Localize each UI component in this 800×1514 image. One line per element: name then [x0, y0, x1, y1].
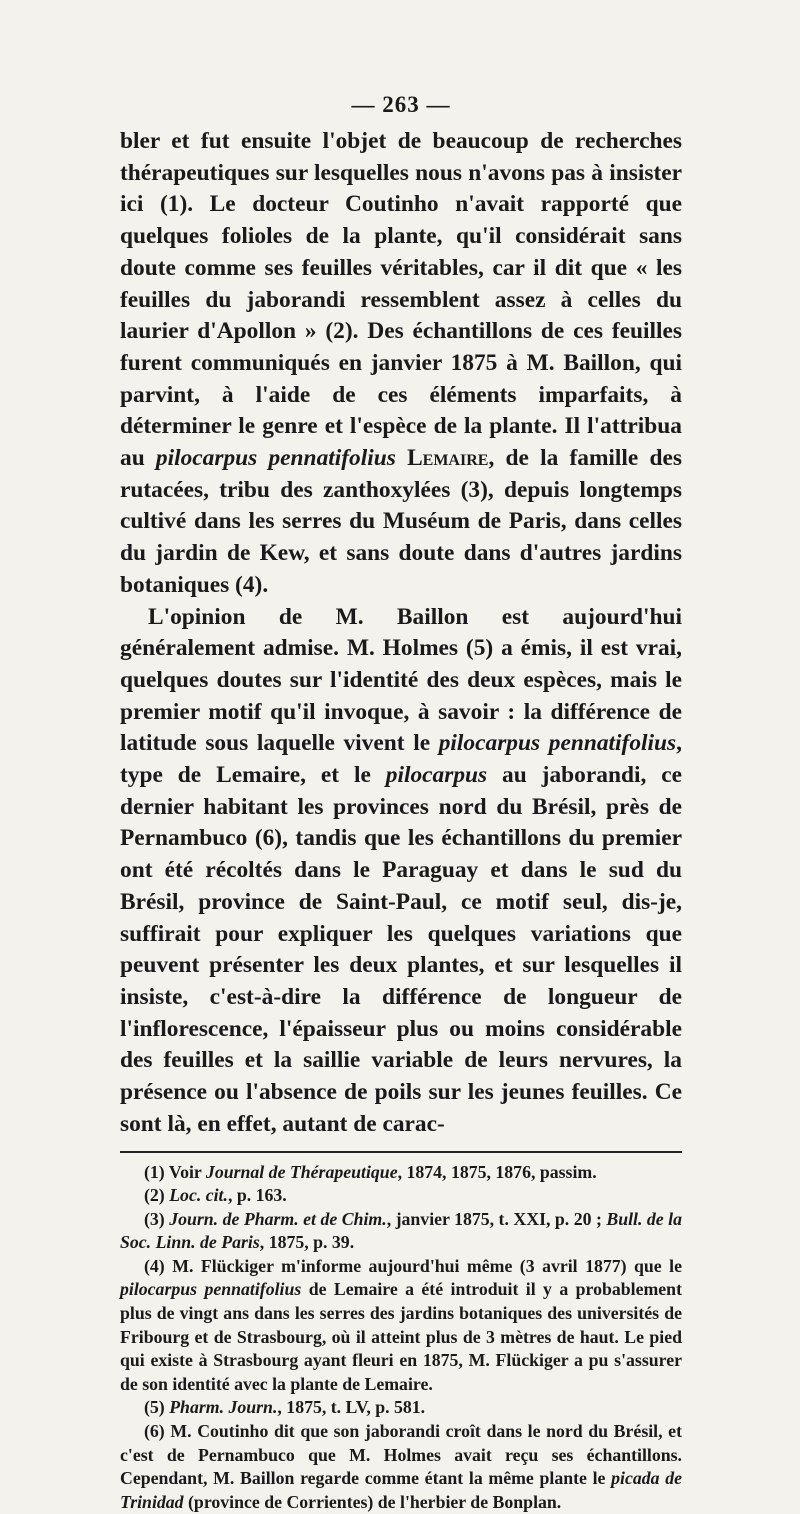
text-run: , 1874, 1875, 1876, passim.	[398, 1162, 597, 1182]
footnote-divider	[120, 1151, 682, 1153]
species-name: pilocarpus pennatifolius	[439, 730, 676, 756]
footnotes	[120, 1161, 682, 1514]
footnote-5	[120, 1396, 682, 1420]
paragraph-2	[120, 602, 682, 1141]
journal-title: Journ. de Pharm. et de Chim.	[169, 1209, 386, 1229]
text-run: de Lemaire a été introduit il y a probablement plus de vingt ans dans les serres des jardins botaniques des universités de Fribourg et de Strasbourg, où il atteint plus de 3 mètres de haut. Le pied qui existe à Strasbourg ayant fleuri en 1875, M. Flückiger a pu s'assurer de son identité avec la plante de Lemaire.	[120, 1279, 682, 1393]
author-name: Lemaire	[407, 445, 488, 471]
main-text	[120, 126, 682, 1141]
species-name: pilocarpus pennatifolius	[156, 445, 396, 471]
text-run: (2)	[144, 1185, 169, 1205]
text-run: (5)	[144, 1397, 169, 1417]
text-run: (4) M. Flückiger m'informe aujourd'hui même (3 avril 1877) que le	[144, 1256, 682, 1276]
text-run: (6) M. Coutinho dit que son jaborandi croît dans le nord du Brésil, et c'est de Pernambuco que M. Holmes avait reçu ses échantillons. Cependant, M. Baillon regarde comme étant la même plante le	[120, 1421, 682, 1488]
footnote-1	[120, 1161, 682, 1185]
text-run: (province de Corrientes) de l'herbier de Bonplan.	[184, 1492, 562, 1512]
paragraph-1	[120, 126, 682, 602]
text-run: , p. 163.	[228, 1185, 287, 1205]
text-run: , 1875, t. LV, p. 581.	[277, 1397, 425, 1417]
text-run: , janvier 1875, t. XXI, p. 20 ;	[387, 1209, 607, 1229]
text-run: , type de Lemaire, et le	[120, 730, 682, 788]
text-run: bler et fut ensuite l'objet de beaucoup de recherches thérapeutiques sur lesquelles nous n'avons pas à insister ici (1). Le docteur Coutinho n'avait rapporté que quelques folioles de la plante, qu'il considérait sans doute comme ses feuilles véritables, car il dit que « les feuilles du jaborandi ressemblent assez à celles du laurier d'Apollon » (2). Des échantillons de ces feuilles furent communiqués en janvier 1875 à M. Baillon, qui parvint, à l'aide de ces éléments imparfaits, à déterminer le genre et l'espèce de la plante. Il l'attribua au	[120, 128, 682, 471]
journal-title: Journal de Thérapeutique	[206, 1162, 398, 1182]
text-run: L'opinion de M. Baillon est aujourd'hui généralement admise. M. Holmes (5) a émis, il est vrai, quelques doutes sur l'identité des deux espèces, mais le premier motif qu'il invoque, à savoir : la différence de latitude sous laquelle vivent le	[120, 604, 682, 757]
footnote-3	[120, 1208, 682, 1255]
footnote-2	[120, 1184, 682, 1208]
footnote-6	[120, 1420, 682, 1514]
species-name: pilocarpus pennatifolius	[120, 1279, 301, 1299]
journal-title: Bull. de la Soc. Linn. de Paris	[120, 1209, 682, 1253]
citation: Loc. cit.	[169, 1185, 228, 1205]
text-run: , 1875, p. 39.	[260, 1232, 354, 1252]
page-number: — 263 —	[120, 92, 682, 118]
genus-name: pilocarpus	[386, 762, 487, 788]
text-run: , de la famille des rutacées, tribu des zanthoxylées (3), depuis longtemps cultivé dans les serres du Muséum de Paris, dans celles du jardin de Kew, et sans doute dans d'autres jardins botaniques (4).	[120, 445, 682, 598]
plant-name: picada de Trinidad	[120, 1468, 682, 1512]
text-run: (1) Voir	[144, 1162, 206, 1182]
text-run: (3)	[144, 1209, 169, 1229]
journal-title: Pharm. Journ.	[169, 1397, 277, 1417]
text-run: au jaborandi, ce dernier habitant les provinces nord du Brésil, près de Pernambuco (6), tandis que les échantillons du premier ont été récoltés dans le Paraguay et dans le sud du Brésil, province de Saint-Paul, ce motif seul, dis-je, suffirait pour expliquer les quelques variations que peuvent présenter les deux plantes, et sur lesquelles il insiste, c'est-à-dire la différence de longueur de l'inflorescence, l'épaisseur plus ou moins considérable des feuilles et la saillie variable de leurs nervures, la présence ou l'absence de poils sur les jeunes feuilles. Ce sont là, en effet, autant de carac-	[120, 762, 682, 1137]
footnote-4	[120, 1255, 682, 1397]
